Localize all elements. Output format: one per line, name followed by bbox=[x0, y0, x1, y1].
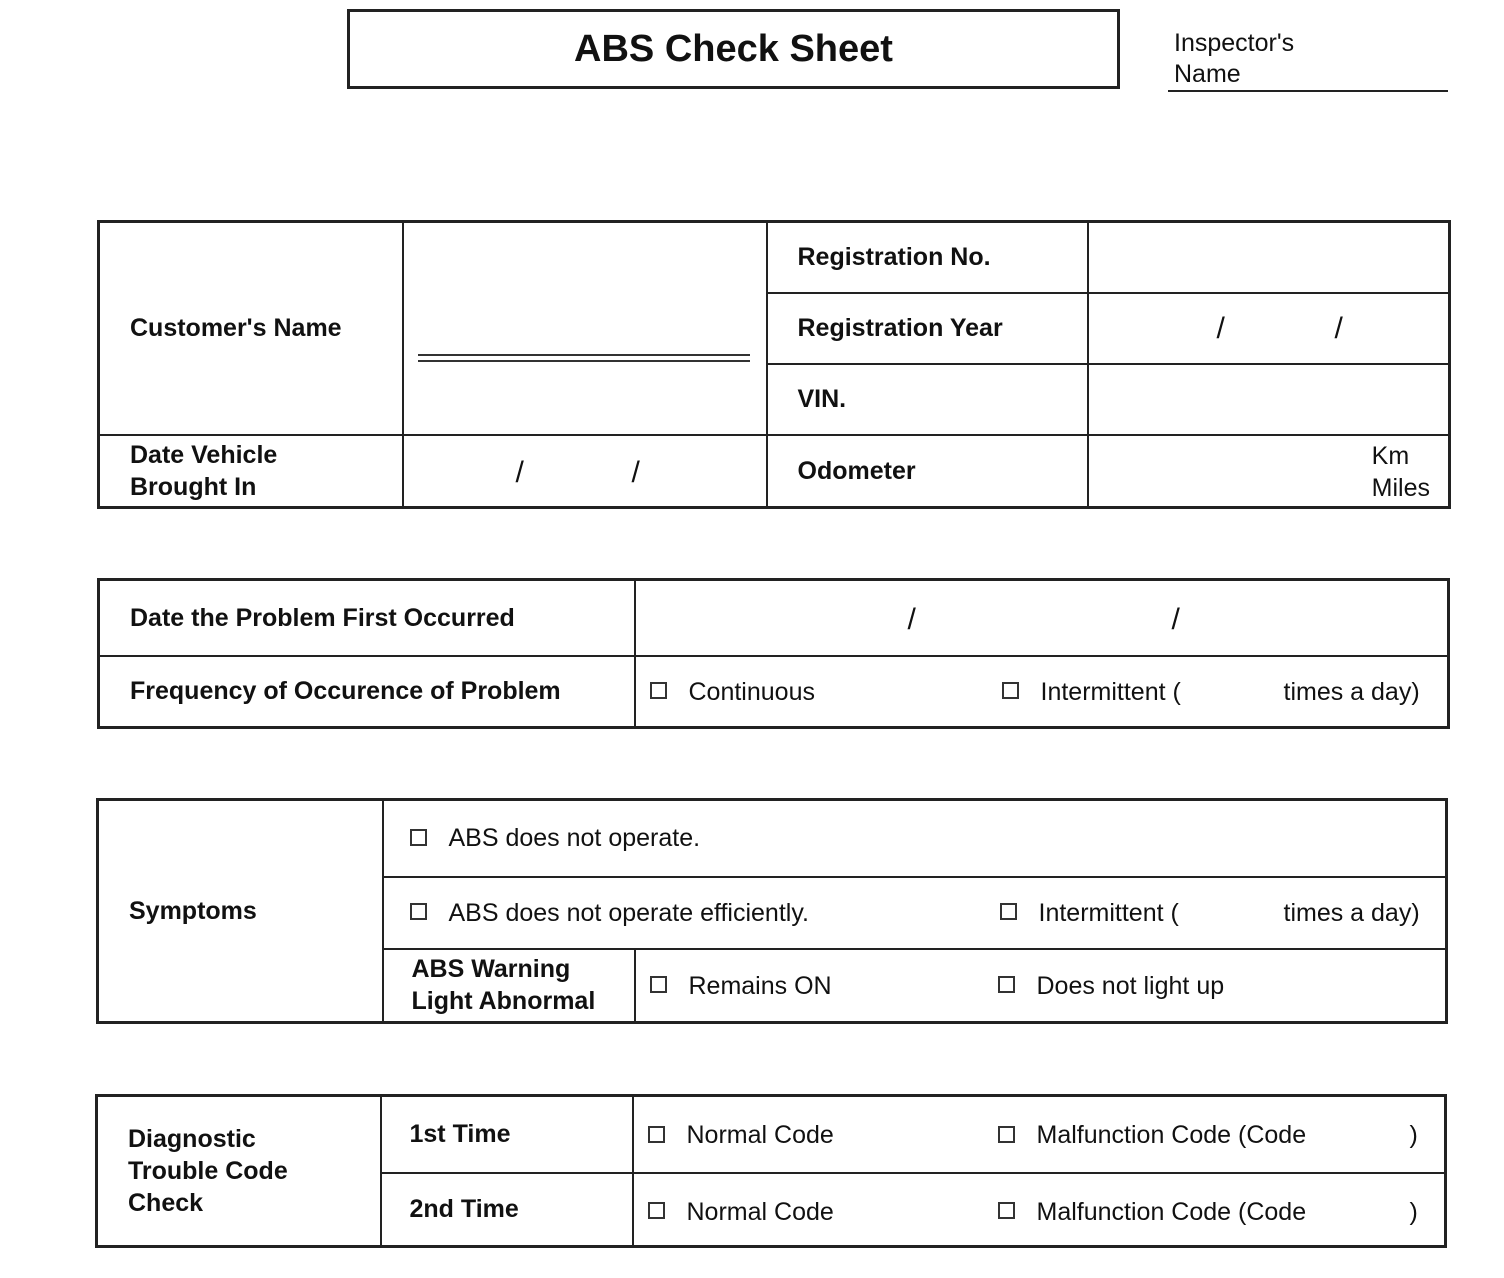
close-paren: ) bbox=[1409, 1121, 1418, 1149]
first-normal-code-checkbox[interactable] bbox=[648, 1126, 665, 1143]
second-malfunction-code-option[interactable]: Malfunction Code (Code bbox=[998, 1198, 1307, 1227]
second-normal-code-option[interactable]: Normal Code bbox=[648, 1198, 834, 1227]
dtc-second-time-field bbox=[633, 1173, 1446, 1247]
first-normal-code-option[interactable]: Normal Code bbox=[648, 1121, 834, 1150]
frequency-field bbox=[635, 656, 1449, 728]
frequency-label: Frequency of Occurence of Problem bbox=[99, 656, 635, 728]
customer-name-field[interactable] bbox=[403, 222, 767, 435]
not-efficient-option[interactable]: ABS does not operate efficiently. bbox=[410, 899, 809, 928]
date-separator: / bbox=[631, 455, 640, 489]
symptoms-table bbox=[96, 798, 1448, 1024]
first-malfunction-code-checkbox[interactable] bbox=[998, 1126, 1015, 1143]
customer-name-label: Customer's Name bbox=[99, 222, 403, 435]
symptom-not-operate-row bbox=[383, 800, 1447, 877]
symptom-not-efficient-row bbox=[383, 877, 1447, 949]
date-separator: / bbox=[1171, 603, 1180, 636]
date-brought-in-label: Date Vehicle Brought In bbox=[99, 435, 403, 508]
intermittent-checkbox[interactable] bbox=[1002, 682, 1019, 699]
registration-no-label: Registration No. bbox=[767, 222, 1088, 293]
not-operate-option[interactable]: ABS does not operate. bbox=[410, 824, 701, 853]
dtc-check-label: Diagnostic Trouble Code Check bbox=[97, 1096, 381, 1247]
date-separator: / bbox=[1216, 311, 1225, 345]
first-malfunction-code-option[interactable]: Malfunction Code (Code bbox=[998, 1121, 1307, 1150]
odometer-unit-km: Km bbox=[1371, 441, 1410, 470]
odometer-field[interactable] bbox=[1088, 435, 1450, 508]
close-paren: ) bbox=[1409, 1197, 1418, 1226]
inspector-name-label: Inspector's Name bbox=[1174, 29, 1295, 88]
not-operate-checkbox[interactable] bbox=[410, 829, 427, 846]
not-efficient-checkbox[interactable] bbox=[410, 903, 427, 920]
times-a-day-label: times a day) bbox=[1283, 898, 1420, 927]
dtc-first-time-field bbox=[633, 1096, 1446, 1173]
dtc-check-table bbox=[95, 1094, 1447, 1248]
vehicle-info-table bbox=[97, 220, 1451, 509]
registration-year-label: Registration Year bbox=[767, 293, 1088, 364]
does-not-light-checkbox[interactable] bbox=[998, 976, 1015, 993]
registration-no-field[interactable] bbox=[1088, 222, 1450, 293]
does-not-light-option[interactable]: Does not light up bbox=[998, 972, 1225, 1001]
registration-year-field[interactable] bbox=[1088, 293, 1450, 364]
remains-on-option[interactable]: Remains ON bbox=[650, 972, 832, 1001]
first-occurred-field[interactable] bbox=[635, 580, 1449, 656]
dtc-first-time-label: 1st Time bbox=[381, 1096, 633, 1173]
continuous-option[interactable]: Continuous bbox=[650, 678, 815, 707]
date-separator: / bbox=[515, 455, 524, 489]
odometer-label: Odometer bbox=[767, 435, 1088, 508]
symptom-intermittent-checkbox[interactable] bbox=[1000, 903, 1017, 920]
vin-field[interactable] bbox=[1088, 364, 1450, 435]
inspector-name-field[interactable] bbox=[1168, 90, 1448, 92]
intermittent-option[interactable]: Intermittent ( bbox=[1002, 678, 1181, 707]
odometer-unit-miles: Miles bbox=[1371, 473, 1430, 502]
warning-light-field bbox=[635, 949, 1447, 1023]
remains-on-checkbox[interactable] bbox=[650, 976, 667, 993]
first-occurred-label: Date the Problem First Occurred bbox=[99, 580, 635, 656]
vin-label: VIN. bbox=[767, 364, 1088, 435]
continuous-checkbox[interactable] bbox=[650, 682, 667, 699]
date-brought-in-field[interactable] bbox=[403, 435, 767, 508]
problem-occurrence-table bbox=[97, 578, 1450, 729]
dtc-second-time-label: 2nd Time bbox=[381, 1173, 633, 1247]
page-title: ABS Check Sheet bbox=[347, 9, 1120, 89]
date-separator: / bbox=[907, 603, 916, 636]
symptom-intermittent-option[interactable]: Intermittent ( bbox=[1000, 899, 1179, 928]
second-normal-code-checkbox[interactable] bbox=[648, 1202, 665, 1219]
symptoms-label: Symptoms bbox=[98, 800, 383, 1023]
second-malfunction-code-checkbox[interactable] bbox=[998, 1202, 1015, 1219]
date-separator: / bbox=[1334, 311, 1343, 345]
warning-light-label: ABS Warning Light Abnormal bbox=[383, 949, 635, 1023]
times-a-day-label: times a day) bbox=[1283, 677, 1420, 706]
